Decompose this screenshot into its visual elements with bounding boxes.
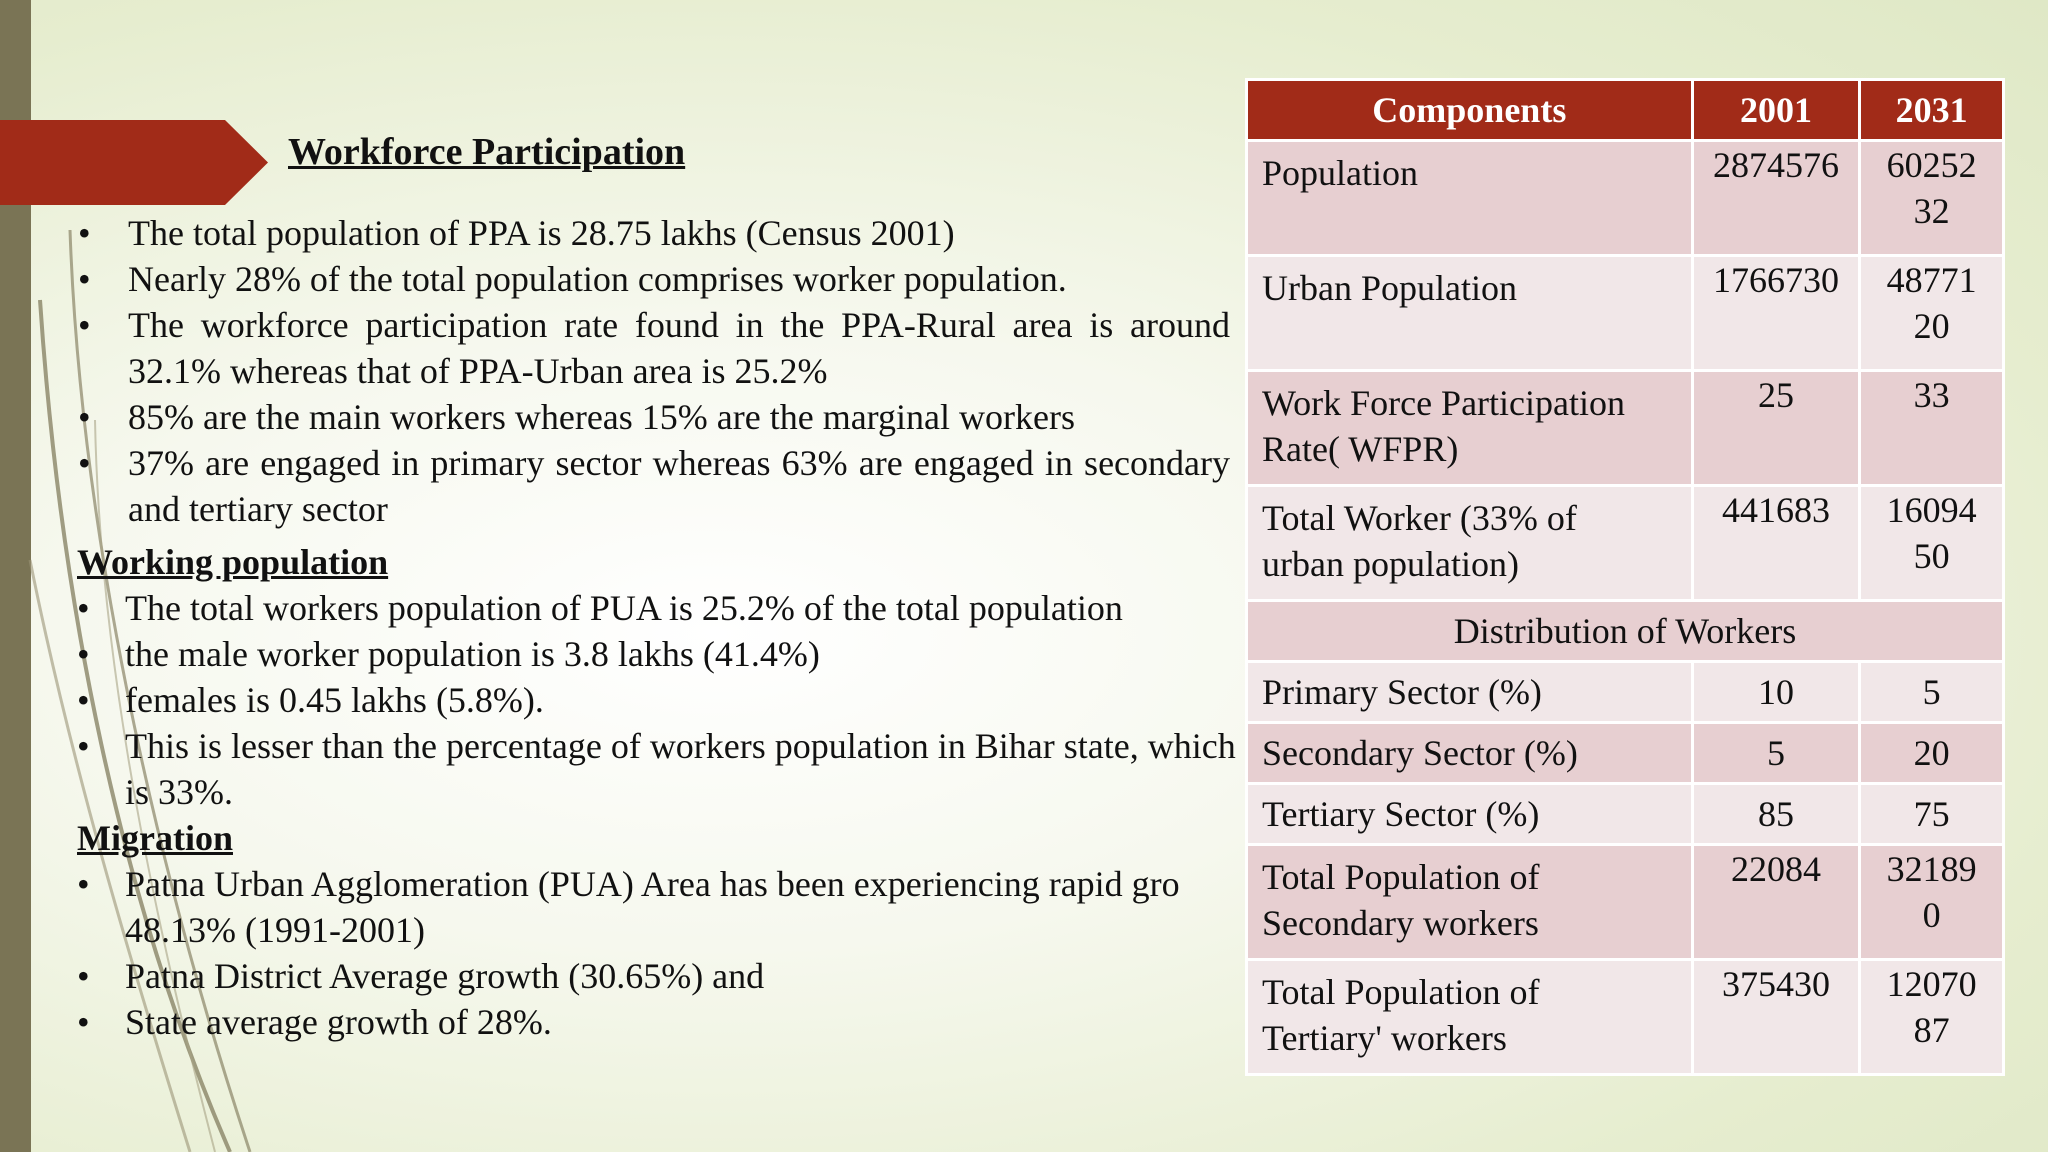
list-item: • 37% are engaged in primary sector whereas 63% are engaged in secondary and tertiary sector	[78, 440, 1230, 532]
title-arrow-banner	[0, 120, 268, 205]
row-label	[1247, 486, 1693, 601]
value-part: 0	[1922, 895, 1941, 935]
label-part: Secondary workers	[1262, 903, 1539, 943]
working-population-heading: Working population	[77, 542, 389, 582]
row-label	[1247, 371, 1693, 486]
value-2031: 5	[1860, 662, 2004, 723]
label-part: Total Population of	[1262, 857, 1540, 897]
value-part: 48771	[1886, 260, 1977, 300]
value-2001: 2874576	[1692, 141, 1860, 256]
label-part: Total Population of	[1262, 972, 1540, 1012]
value-2001: 375430	[1692, 960, 1860, 1075]
row-label	[1247, 960, 1693, 1075]
label-part: Tertiary' workers	[1262, 1018, 1507, 1058]
list-item-line: 48.13% (1991-2001)	[125, 910, 425, 950]
value-2031: 20	[1860, 723, 2004, 784]
list-item: • State average growth of 28%.	[77, 999, 1242, 1045]
value-part: 32	[1913, 191, 1950, 231]
value-part: 32189	[1886, 849, 1977, 889]
list-item-line: Patna Urban Agglomeration (PUA) Area has been experiencing rapid gro	[125, 864, 1180, 904]
table-header-row	[1247, 80, 2004, 141]
distribution-header-row	[1247, 601, 2004, 662]
value-2001: 441683	[1692, 486, 1860, 601]
row-label: Secondary Sector (%)	[1247, 723, 1693, 784]
row-label	[1247, 845, 1693, 960]
value-2031	[1860, 256, 2004, 371]
value-2031	[1860, 845, 2004, 960]
value-2031	[1860, 141, 2004, 256]
table-row	[1247, 845, 2004, 960]
workforce-heading: Workforce Participation	[288, 131, 686, 173]
label-part: Work Force Participation	[1262, 383, 1626, 423]
table-row	[1247, 723, 2004, 784]
migration-bullet-list	[77, 861, 1242, 1045]
components-table	[1245, 78, 2005, 1076]
table-row	[1247, 256, 2004, 371]
value-2001: 85	[1692, 784, 1860, 845]
value-part: 16094	[1886, 490, 1977, 530]
value-part: 50	[1913, 536, 1950, 576]
table-row	[1247, 662, 2004, 723]
list-item: • The total population of PPA is 28.75 lakhs (Census 2001)	[78, 210, 1230, 256]
list-item: • 85% are the main workers whereas 15% are the marginal workers	[78, 394, 1230, 440]
list-item: • Patna District Average growth (30.65%) and	[77, 953, 1242, 999]
label-part: Rate( WFPR)	[1262, 429, 1459, 469]
migration-heading: Migration	[77, 818, 233, 858]
value-2031: 33	[1860, 371, 2004, 486]
list-item	[77, 861, 1242, 953]
header-components: Components	[1247, 80, 1693, 141]
label-part: Total Worker (33% of	[1262, 498, 1577, 538]
value-2001: 5	[1692, 723, 1860, 784]
value-part: 12070	[1886, 964, 1977, 1004]
row-label: Tertiary Sector (%)	[1247, 784, 1693, 845]
value-2031	[1860, 486, 2004, 601]
value-part: 60252	[1886, 145, 1977, 185]
value-2001: 1766730	[1692, 256, 1860, 371]
value-2031: 75	[1860, 784, 2004, 845]
list-item: • The total workers population of PUA is 25.2% of the total population	[77, 585, 1247, 631]
value-2001: 25	[1692, 371, 1860, 486]
table-row	[1247, 784, 2004, 845]
table-row	[1247, 960, 2004, 1075]
value-2031	[1860, 960, 2004, 1075]
table-row	[1247, 486, 2004, 601]
header-2031: 2031	[1860, 80, 2004, 141]
distribution-title: Distribution of Workers	[1247, 601, 2004, 662]
list-item: • This is lesser than the percentage of workers population in Bihar state, which is 33%.	[77, 723, 1247, 815]
row-label: Primary Sector (%)	[1247, 662, 1693, 723]
row-label: Urban Population	[1247, 256, 1693, 371]
header-2001: 2001	[1692, 80, 1860, 141]
label-part: urban population)	[1262, 544, 1519, 584]
list-item: • the male worker population is 3.8 lakhs (41.4%)	[77, 631, 1247, 677]
value-part: 20	[1913, 306, 1950, 346]
value-part: 87	[1913, 1010, 1950, 1050]
value-2001: 22084	[1692, 845, 1860, 960]
list-item: • The workforce participation rate found in the PPA-Rural area is around 32.1% whereas that of PPA-Urban area is 25.2%	[78, 302, 1230, 394]
value-2001: 10	[1692, 662, 1860, 723]
list-item: • females is 0.45 lakhs (5.8%).	[77, 677, 1247, 723]
table-row	[1247, 141, 2004, 256]
working-population-bullet-list	[77, 585, 1247, 815]
workforce-bullet-list	[78, 210, 1230, 532]
list-item: • Nearly 28% of the total population comprises worker population.	[78, 256, 1230, 302]
row-label: Population	[1247, 141, 1693, 256]
table-row	[1247, 371, 2004, 486]
